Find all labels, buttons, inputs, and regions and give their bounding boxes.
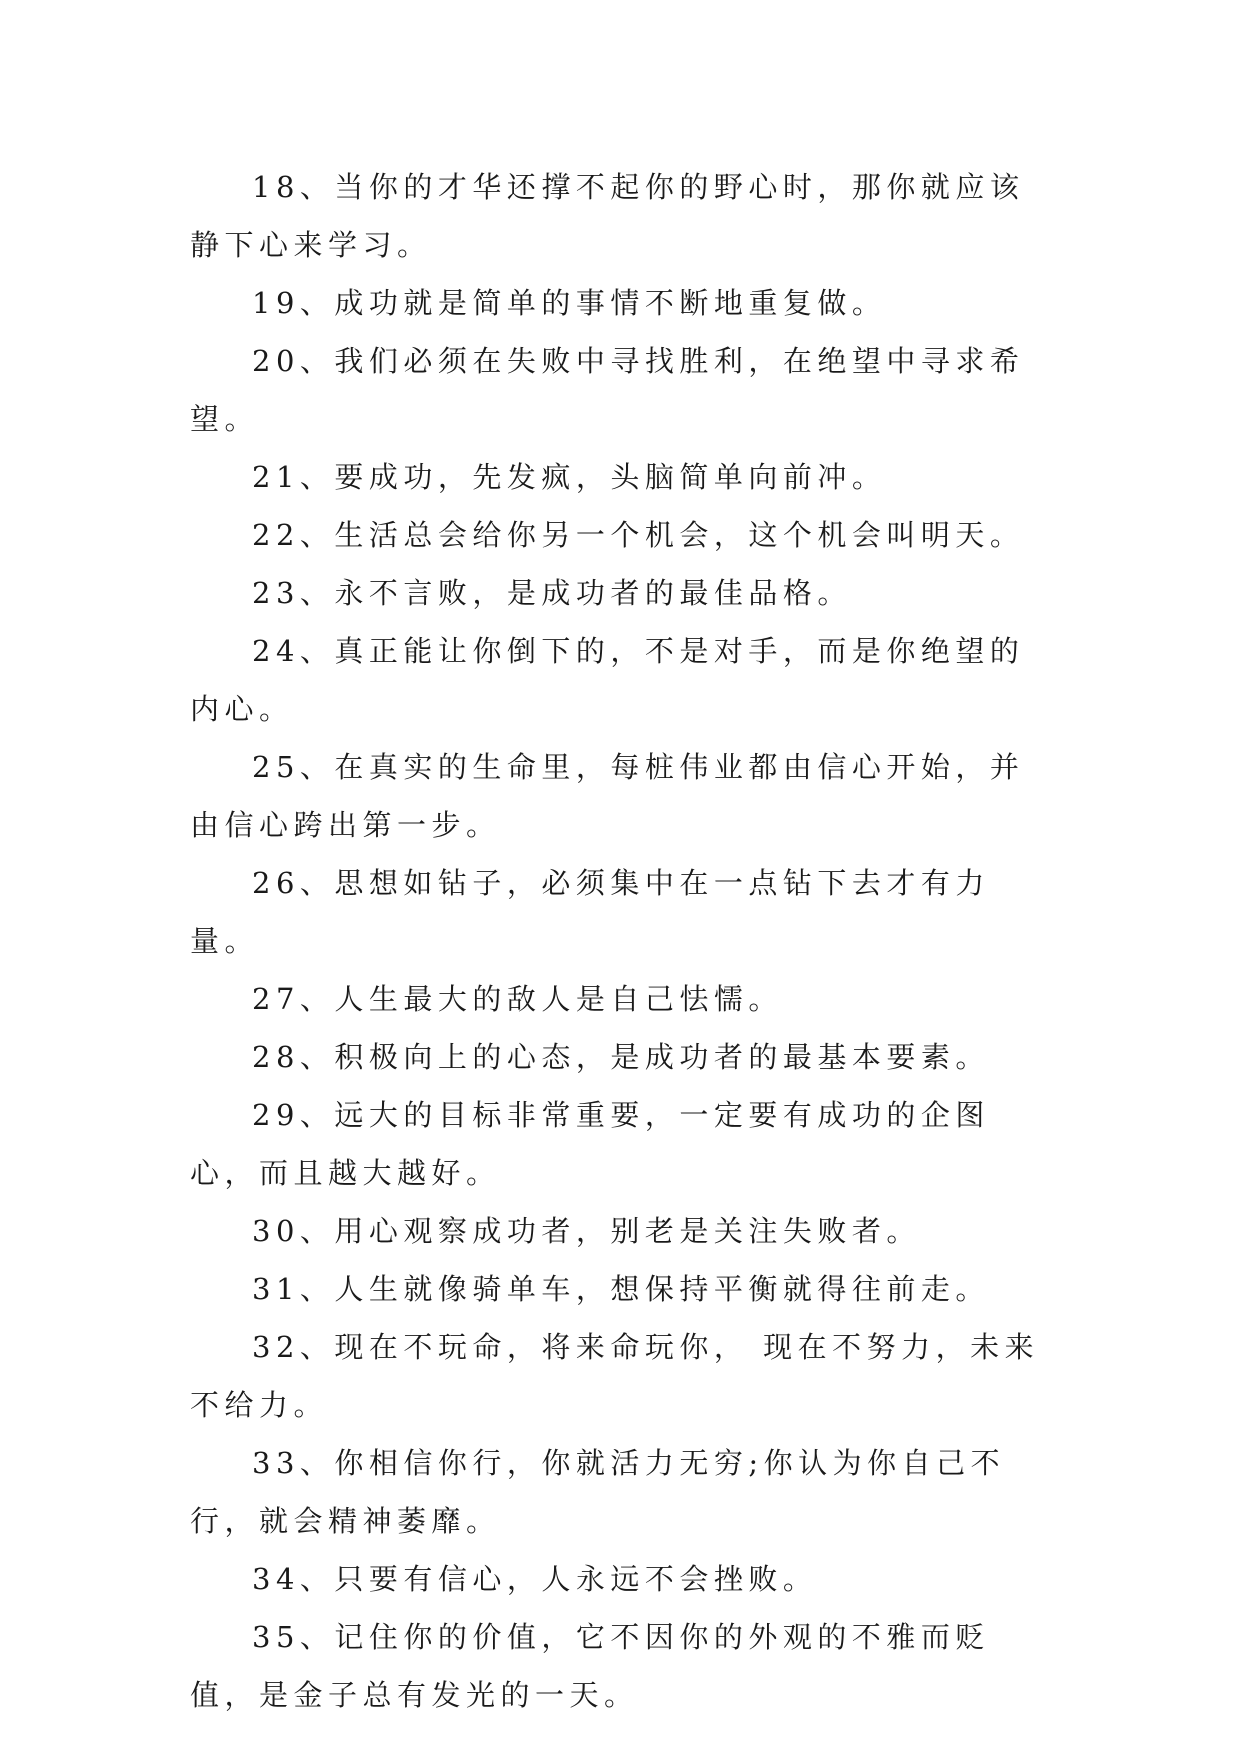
paragraph-24: 24、真正能让你倒下的，不是对手，而是你绝望的内心。 bbox=[190, 634, 1025, 726]
paragraph-32: 32、现在不玩命，将来命玩你， 现在不努力，未来不给力。 bbox=[190, 1330, 1040, 1422]
paragraph-34: 34、只要有信心，人永远不会挫败。 bbox=[252, 1562, 818, 1596]
paragraph-20: 20、我们必须在失败中寻找胜利，在绝望中寻求希望。 bbox=[190, 344, 1025, 436]
paragraph-23: 23、永不言败，是成功者的最佳品格。 bbox=[252, 576, 852, 610]
paragraph-25: 25、在真实的生命里，每桩伟业都由信心开始，并由信心跨出第一步。 bbox=[190, 750, 1025, 842]
paragraph-33: 33、你相信你行，你就活力无穷;你认为你自己不行，就会精神萎靡。 bbox=[190, 1446, 1006, 1538]
document-body bbox=[190, 158, 1052, 1724]
paragraph-31: 31、人生就像骑单车，想保持平衡就得往前走。 bbox=[252, 1272, 990, 1306]
paragraph-30: 30、用心观察成功者，别老是关注失败者。 bbox=[252, 1214, 921, 1248]
paragraph-18: 18、当你的才华还撑不起你的野心时，那你就应该静下心来学习。 bbox=[190, 170, 1025, 262]
paragraph-22: 22、生活总会给你另一个机会，这个机会叫明天。 bbox=[252, 518, 1025, 552]
paragraph-26: 26、思想如钻子，必须集中在一点钻下去才有力量。 bbox=[190, 866, 990, 958]
paragraph-27: 27、人生最大的敌人是自己怯懦。 bbox=[252, 982, 783, 1016]
paragraph-35: 35、记住你的价值，它不因你的外观的不雅而贬值，是金子总有发光的一天。 bbox=[190, 1620, 990, 1712]
paragraph-21: 21、要成功，先发疯，头脑简单向前冲。 bbox=[252, 460, 887, 494]
paragraph-19: 19、成功就是简单的事情不断地重复做。 bbox=[252, 286, 887, 320]
paragraph-28: 28、积极向上的心态，是成功者的最基本要素。 bbox=[252, 1040, 990, 1074]
paragraph-29: 29、远大的目标非常重要，一定要有成功的企图心，而且越大越好。 bbox=[190, 1098, 990, 1190]
